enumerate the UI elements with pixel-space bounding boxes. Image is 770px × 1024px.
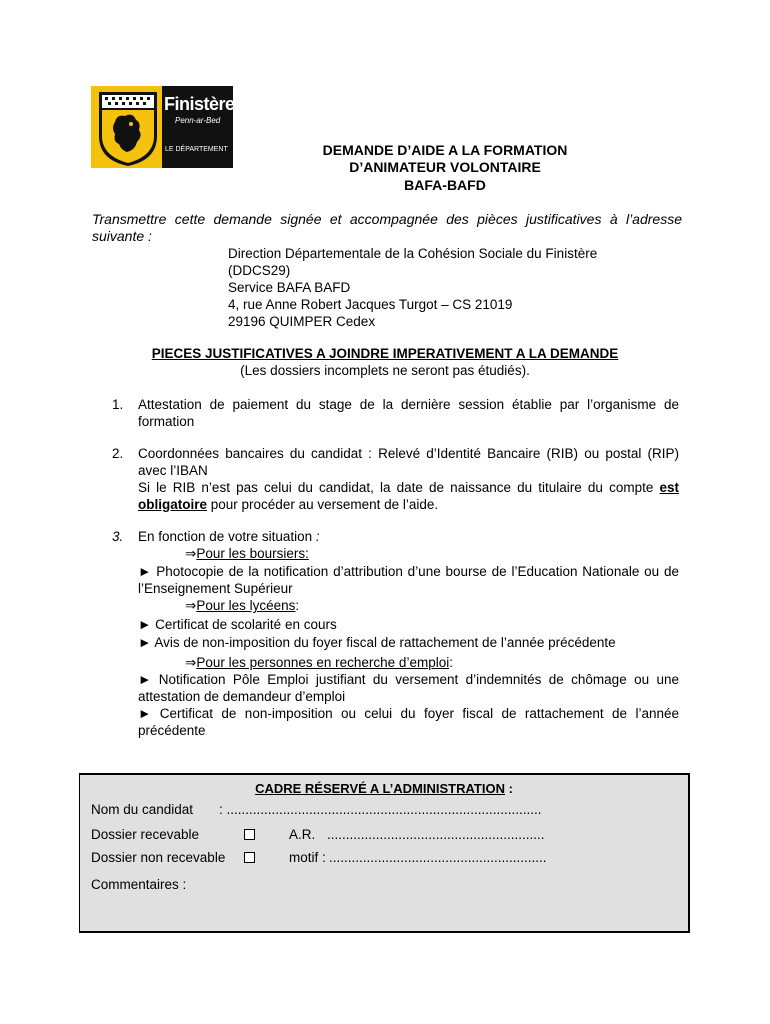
bullet-icon: ► bbox=[138, 706, 152, 721]
finistere-logo bbox=[91, 86, 233, 168]
admin-title bbox=[80, 781, 688, 796]
address-line-5: 29196 QUIMPER Cedex bbox=[228, 314, 376, 329]
arrow-icon: ⇒ bbox=[185, 598, 197, 613]
admin-title-colon: : bbox=[504, 781, 513, 796]
intro-text: Transmettre cette demande signée et accompagnée des pièces justificatives à l’adresse suivante : bbox=[92, 211, 682, 244]
boursiers-label: Pour les boursiers: bbox=[196, 546, 309, 561]
title-line-2: D’ANIMATEUR VOLONTAIRE bbox=[349, 159, 541, 175]
item-2-note-before: Si le RIB n’est pas celui du candidat, la date de naissance du titulaire du compte bbox=[138, 480, 660, 495]
pieces-heading: PIECES JUSTIFICATIVES A JOINDRE IMPERATIVEMENT A LA DEMANDE bbox=[151, 346, 619, 361]
recevable-label: Dossier recevable bbox=[91, 827, 200, 842]
recevable-checkbox[interactable] bbox=[244, 829, 255, 840]
item-1-number: 1. bbox=[112, 397, 124, 412]
title-line-3: BAFA-BAFD bbox=[404, 177, 486, 193]
item-2-note-after: pour procéder au versement de l’aide. bbox=[207, 497, 439, 512]
non-recevable-label: Dossier non recevable bbox=[91, 850, 226, 865]
item-3-label: En fonction de votre situation bbox=[138, 529, 313, 544]
pieces-note: (Les dossiers incomplets ne seront pas étudiés). bbox=[240, 363, 530, 378]
bullet-icon: ► bbox=[138, 635, 152, 650]
address-line-1: Direction Départementale de la Cohésion Sociale du Finistère bbox=[228, 246, 598, 261]
logo-subtitle: Penn-ar-Bed bbox=[175, 116, 221, 125]
lyceens-bullet-2-text: Avis de non-imposition du foyer fiscal de rattachement de l’année précédente bbox=[154, 635, 616, 650]
item-1-text: Attestation de paiement du stage de la dernière session établie par l’organisme de formation bbox=[138, 397, 679, 429]
logo-tagline: LE DÉPARTEMENT bbox=[165, 146, 228, 153]
lyceens-bullet-2 bbox=[138, 634, 679, 651]
logo-name: Finistère bbox=[164, 94, 235, 114]
motif-value: .......................................................... bbox=[329, 850, 547, 865]
nom-label: Nom du candidat bbox=[91, 802, 194, 817]
item-2-number: 2. bbox=[112, 446, 124, 461]
address-line-4: 4, rue Anne Robert Jacques Turgot – CS 21019 bbox=[228, 297, 513, 312]
item-2-note bbox=[138, 479, 679, 513]
motif-label: motif : bbox=[289, 850, 326, 865]
emploi-bullet-1 bbox=[138, 671, 679, 705]
item-2-note-emphasis: est obligatoire bbox=[138, 480, 679, 512]
bullet-icon: ► bbox=[138, 617, 152, 632]
lyceens-heading bbox=[185, 597, 299, 614]
arrow-icon: ⇒ bbox=[185, 546, 197, 561]
emploi-bullet-2 bbox=[138, 705, 679, 739]
admin-box bbox=[79, 773, 690, 933]
emploi-heading bbox=[185, 654, 453, 671]
lyceens-colon: : bbox=[295, 598, 300, 613]
item-3-text bbox=[138, 528, 679, 545]
emploi-bullet-2-text: Certificat de non-imposition ou celui du foyer fiscal de rattachement de l’année précédente bbox=[138, 706, 679, 738]
item-3-number: 3. bbox=[112, 529, 124, 544]
nom-value: : .................................................................................... bbox=[219, 802, 542, 817]
emploi-colon: : bbox=[449, 655, 453, 670]
non-recevable-checkbox[interactable] bbox=[244, 852, 255, 863]
bullet-icon: ► bbox=[138, 672, 152, 687]
item-3-colon: : bbox=[312, 529, 320, 544]
lyceens-bullet-1 bbox=[138, 616, 679, 633]
boursiers-heading bbox=[185, 545, 309, 562]
bullet-icon: ► bbox=[138, 564, 152, 579]
item-2-text: Coordonnées bancaires du candidat : Relevé d’Identité Bancaire (RIB) ou postal (RIP) avec l’IBAN bbox=[138, 446, 679, 478]
emploi-bullet-1-text: Notification Pôle Emploi justifiant du versement d’indemnités de chômage ou une attestation de demandeur d’emploi bbox=[138, 672, 679, 704]
lyceens-bullet-1-text: Certificat de scolarité en cours bbox=[155, 617, 337, 632]
address-line-3: Service BAFA BAFD bbox=[228, 280, 351, 295]
boursiers-bullet-1-text: Photocopie de la notification d’attribution d’une bourse de l’Education Nationale ou de l’Enseignement Supérieur bbox=[138, 564, 679, 596]
admin-title-text: CADRE RÉSERVÉ A L’ADMINISTRATION bbox=[255, 781, 505, 796]
lyceens-label: Pour les lycéens bbox=[196, 598, 296, 613]
ar-label: A.R. bbox=[289, 827, 316, 842]
title-line-1: DEMANDE D’AIDE A LA FORMATION bbox=[322, 142, 568, 158]
commentaires-label: Commentaires : bbox=[91, 877, 187, 892]
emploi-label: Pour les personnes en recherche d’emploi bbox=[196, 655, 450, 670]
ar-value: .......................................................... bbox=[327, 827, 545, 842]
address-line-2: (DDCS29) bbox=[228, 263, 291, 278]
arrow-icon: ⇒ bbox=[185, 655, 197, 670]
boursiers-bullet-1 bbox=[138, 563, 679, 597]
